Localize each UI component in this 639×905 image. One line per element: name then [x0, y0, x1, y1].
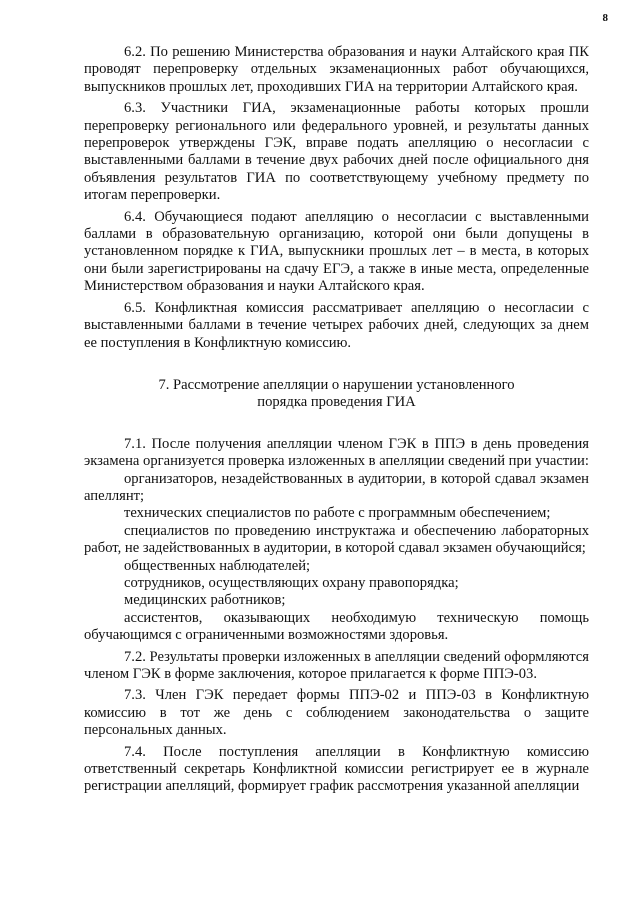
paragraph-6-4: 6.4. Обучающиеся подают апелляцию о несогласии с выставленными баллами в образовательную организацию, которой они были допущены в установленном порядке к ГИА, выпускники прошлых лет – в места, в которых они были зарегистрированы на сдачу ЕГЭ, а также в иные места, определенные Министерством образования и науки Алтайского края. — [84, 208, 589, 295]
paragraph-6-2: 6.2. По решению Министерства образования и науки Алтайского края ПК проводят перепроверку отдельных экзаменационных работ обучающихся, выпускников прошлых лет, проходивших ГИА на территории Алтайского края. — [84, 44, 589, 95]
page-number: 8 — [602, 12, 608, 24]
paragraph-6-3: 6.3. Участники ГИА, экзаменационные работы которых прошли перепроверку регионального или федерального уровней, и результаты данных перепроверок утверждены ГЭК, вправе подать апелляцию о несогласии с выставленными баллами в течение двух рабочих дней после официального дня объявления результатов ГИА по соответствующему учебному предмету по итогам перепроверки. — [84, 100, 589, 204]
paragraph-7-2: 7.2. Результаты проверки изложенных в апелляции сведений оформляются членом ГЭК в форме заключения, которое прилагается к форме ППЭ-03. — [84, 648, 589, 682]
paragraph-6-5: 6.5. Конфликтная комиссия рассматривает апелляцию о несогласии с выставленными баллами в течение четырех рабочих дней, следующих за днем ее поступления в Конфликтную комиссию. — [84, 299, 589, 351]
participant-item: медицинских работников; — [124, 592, 286, 609]
participant-item: специалистов по проведению инструктажа и обеспечению лабораторных работ, не задействованных в аудитории, в которой сдавал экзамен обучающийся; — [84, 522, 589, 557]
paragraph-7-4: 7.4. После поступления апелляции в Конфликтную комиссию ответственный секретарь Конфликтной комиссии регистрирует ее в журнале регистрации апелляций, формирует график рассмотрения указанной апелляции — [84, 743, 589, 795]
participant-item: организаторов, незадействованных в аудитории, в которой сдавал экзамен апеллянт; — [84, 470, 589, 504]
participant-item: технических специалистов по работе с программным обеспечением; — [124, 505, 551, 522]
section-heading-line-2: порядка проведения ГИА — [257, 394, 416, 411]
paragraph-7-1: 7.1. После получения апелляции членом ГЭК в ППЭ в день проведения экзамена организуется проверка изложенных в апелляции сведений при участии: — [84, 435, 589, 470]
participant-item: ассистентов, оказывающих необходимую техническую помощь обучающимся с ограниченными возможностями здоровья. — [84, 609, 589, 644]
section-7-heading — [84, 377, 589, 412]
participant-item: общественных наблюдателей; — [124, 557, 311, 574]
paragraph-7-3: 7.3. Член ГЭК передает формы ППЭ-02 и ППЭ-03 в Конфликтную комиссию в тот же день с соблюдением законодательства о защите персональных данных. — [84, 687, 589, 739]
participant-item: сотрудников, осуществляющих охрану правопорядка; — [124, 574, 459, 591]
section-heading-line-1: 7. Рассмотрение апелляции о нарушении установленного — [158, 376, 515, 393]
